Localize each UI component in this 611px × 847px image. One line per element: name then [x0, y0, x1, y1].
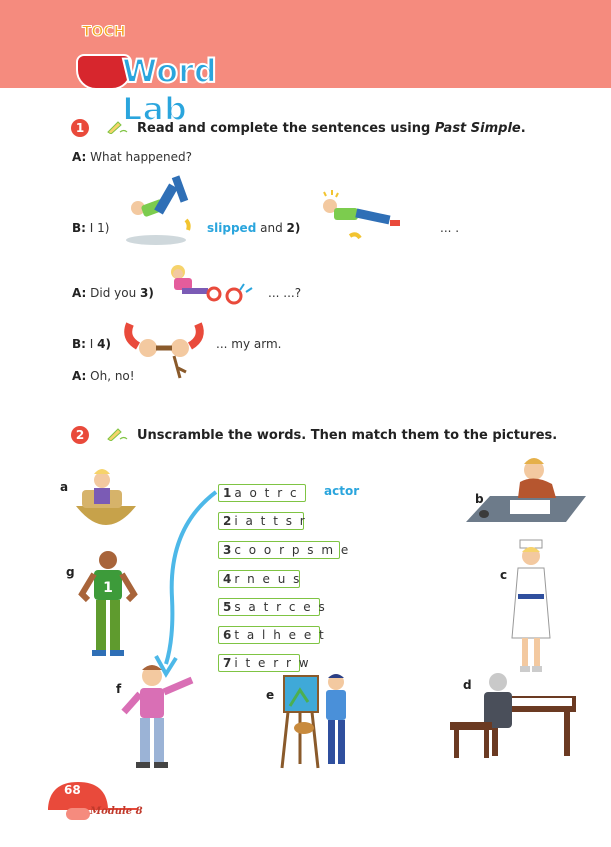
example-answer: actor	[324, 484, 360, 498]
word-number: 7	[223, 656, 232, 670]
scrambled-word-5	[218, 598, 327, 616]
exercise-1-instruction	[137, 121, 526, 136]
picture-e-painter	[278, 668, 362, 772]
dialogue-text: Oh, no!	[90, 369, 135, 383]
dialogue-line-a1	[72, 150, 192, 164]
word-number: 6	[223, 628, 232, 642]
scrambled-word-6	[218, 626, 326, 644]
picture-letter-a: a	[60, 480, 69, 494]
dialogue-text: What happened?	[90, 150, 193, 164]
module-label: Module 8	[90, 806, 143, 817]
slipping-boy-picture	[116, 172, 202, 247]
scrambled-word-2	[218, 512, 307, 530]
pencil-icon	[106, 427, 128, 441]
word-number: 2	[223, 514, 232, 528]
blank-2-label: 2)	[286, 221, 301, 235]
picture-letter-b: b	[475, 492, 484, 506]
word-number: 1	[223, 486, 232, 500]
instruction-period: .	[520, 121, 526, 136]
blank-3-label: 3)	[140, 286, 154, 300]
scrambled-word-1	[218, 484, 306, 502]
conjunction: and	[260, 221, 283, 235]
speaker-label: A:	[72, 286, 87, 300]
logo-letters: TOCH	[82, 24, 126, 40]
word-letters: a o t r c	[234, 486, 299, 500]
word-letters: i t e r r w	[234, 656, 311, 670]
picture-letter-e: e	[266, 688, 275, 702]
scrambled-word-4	[218, 570, 300, 588]
word-number: 3	[223, 543, 232, 557]
dialogue-text: Did you	[90, 286, 137, 300]
word-letters: s a t r c e s	[234, 600, 327, 614]
blank-3-ellipsis: ... ...?	[268, 286, 302, 300]
fallen-boy-picture	[310, 184, 406, 244]
instruction-emphasis: Past Simple	[434, 121, 521, 136]
exercise-1-number: 1	[71, 119, 89, 137]
dialogue-line-b2	[72, 337, 111, 351]
picture-c-nurse	[506, 538, 556, 678]
blank-1-label: I 1)	[89, 221, 110, 235]
speaker-label: B:	[72, 221, 86, 235]
blank-4-label: 4)	[97, 337, 111, 351]
scrambled-word-3	[218, 541, 351, 559]
dialogue-text: I	[89, 337, 94, 351]
dialogue-line-a2	[72, 286, 154, 300]
exercise-2-instruction: Unscramble the words. Then match them to the pictures.	[137, 428, 558, 443]
skater-girl-picture	[162, 262, 262, 306]
dialogue-line-b1	[72, 221, 109, 235]
blank-2-ellipsis: ... .	[440, 221, 460, 235]
speaker-label: B:	[72, 337, 86, 351]
speaker-label: A:	[72, 369, 87, 383]
example-answer: slipped	[207, 221, 257, 235]
picture-letter-d: d	[463, 678, 472, 692]
word-letters: c o o r p s m e	[234, 543, 351, 557]
picture-d-pianist	[448, 670, 580, 762]
picture-a-pot	[72, 466, 140, 540]
pencil-icon	[106, 120, 128, 134]
logo-title: Word Lab	[122, 52, 217, 128]
exercise-2-number: 2	[71, 426, 89, 444]
picture-letter-g: g	[66, 565, 75, 579]
word-letters: i a t t s r	[234, 514, 307, 528]
picture-b-writer	[460, 452, 590, 530]
athlete-shirt-number: 1	[103, 580, 113, 596]
picture-g-athlete	[78, 548, 138, 660]
word-number: 4	[223, 572, 232, 586]
word-lab-logo	[74, 24, 284, 128]
speaker-label: A:	[72, 150, 87, 164]
word-letters: t a l h e e t	[234, 628, 326, 642]
dialogue-line-a3	[72, 369, 135, 383]
match-arrow	[150, 488, 222, 678]
word-number: 5	[223, 600, 232, 614]
picture-letter-c: c	[500, 568, 508, 582]
page-number: 68	[64, 783, 81, 797]
dialogue-line-b1-cont	[207, 221, 300, 235]
instruction-text: Read and complete the sentences using	[137, 121, 435, 136]
word-letters: r n e u s	[234, 572, 302, 586]
picture-letter-f: f	[116, 682, 122, 696]
blank-4-ellipsis: ... my arm.	[216, 337, 282, 351]
picture-f-actor	[108, 662, 204, 770]
